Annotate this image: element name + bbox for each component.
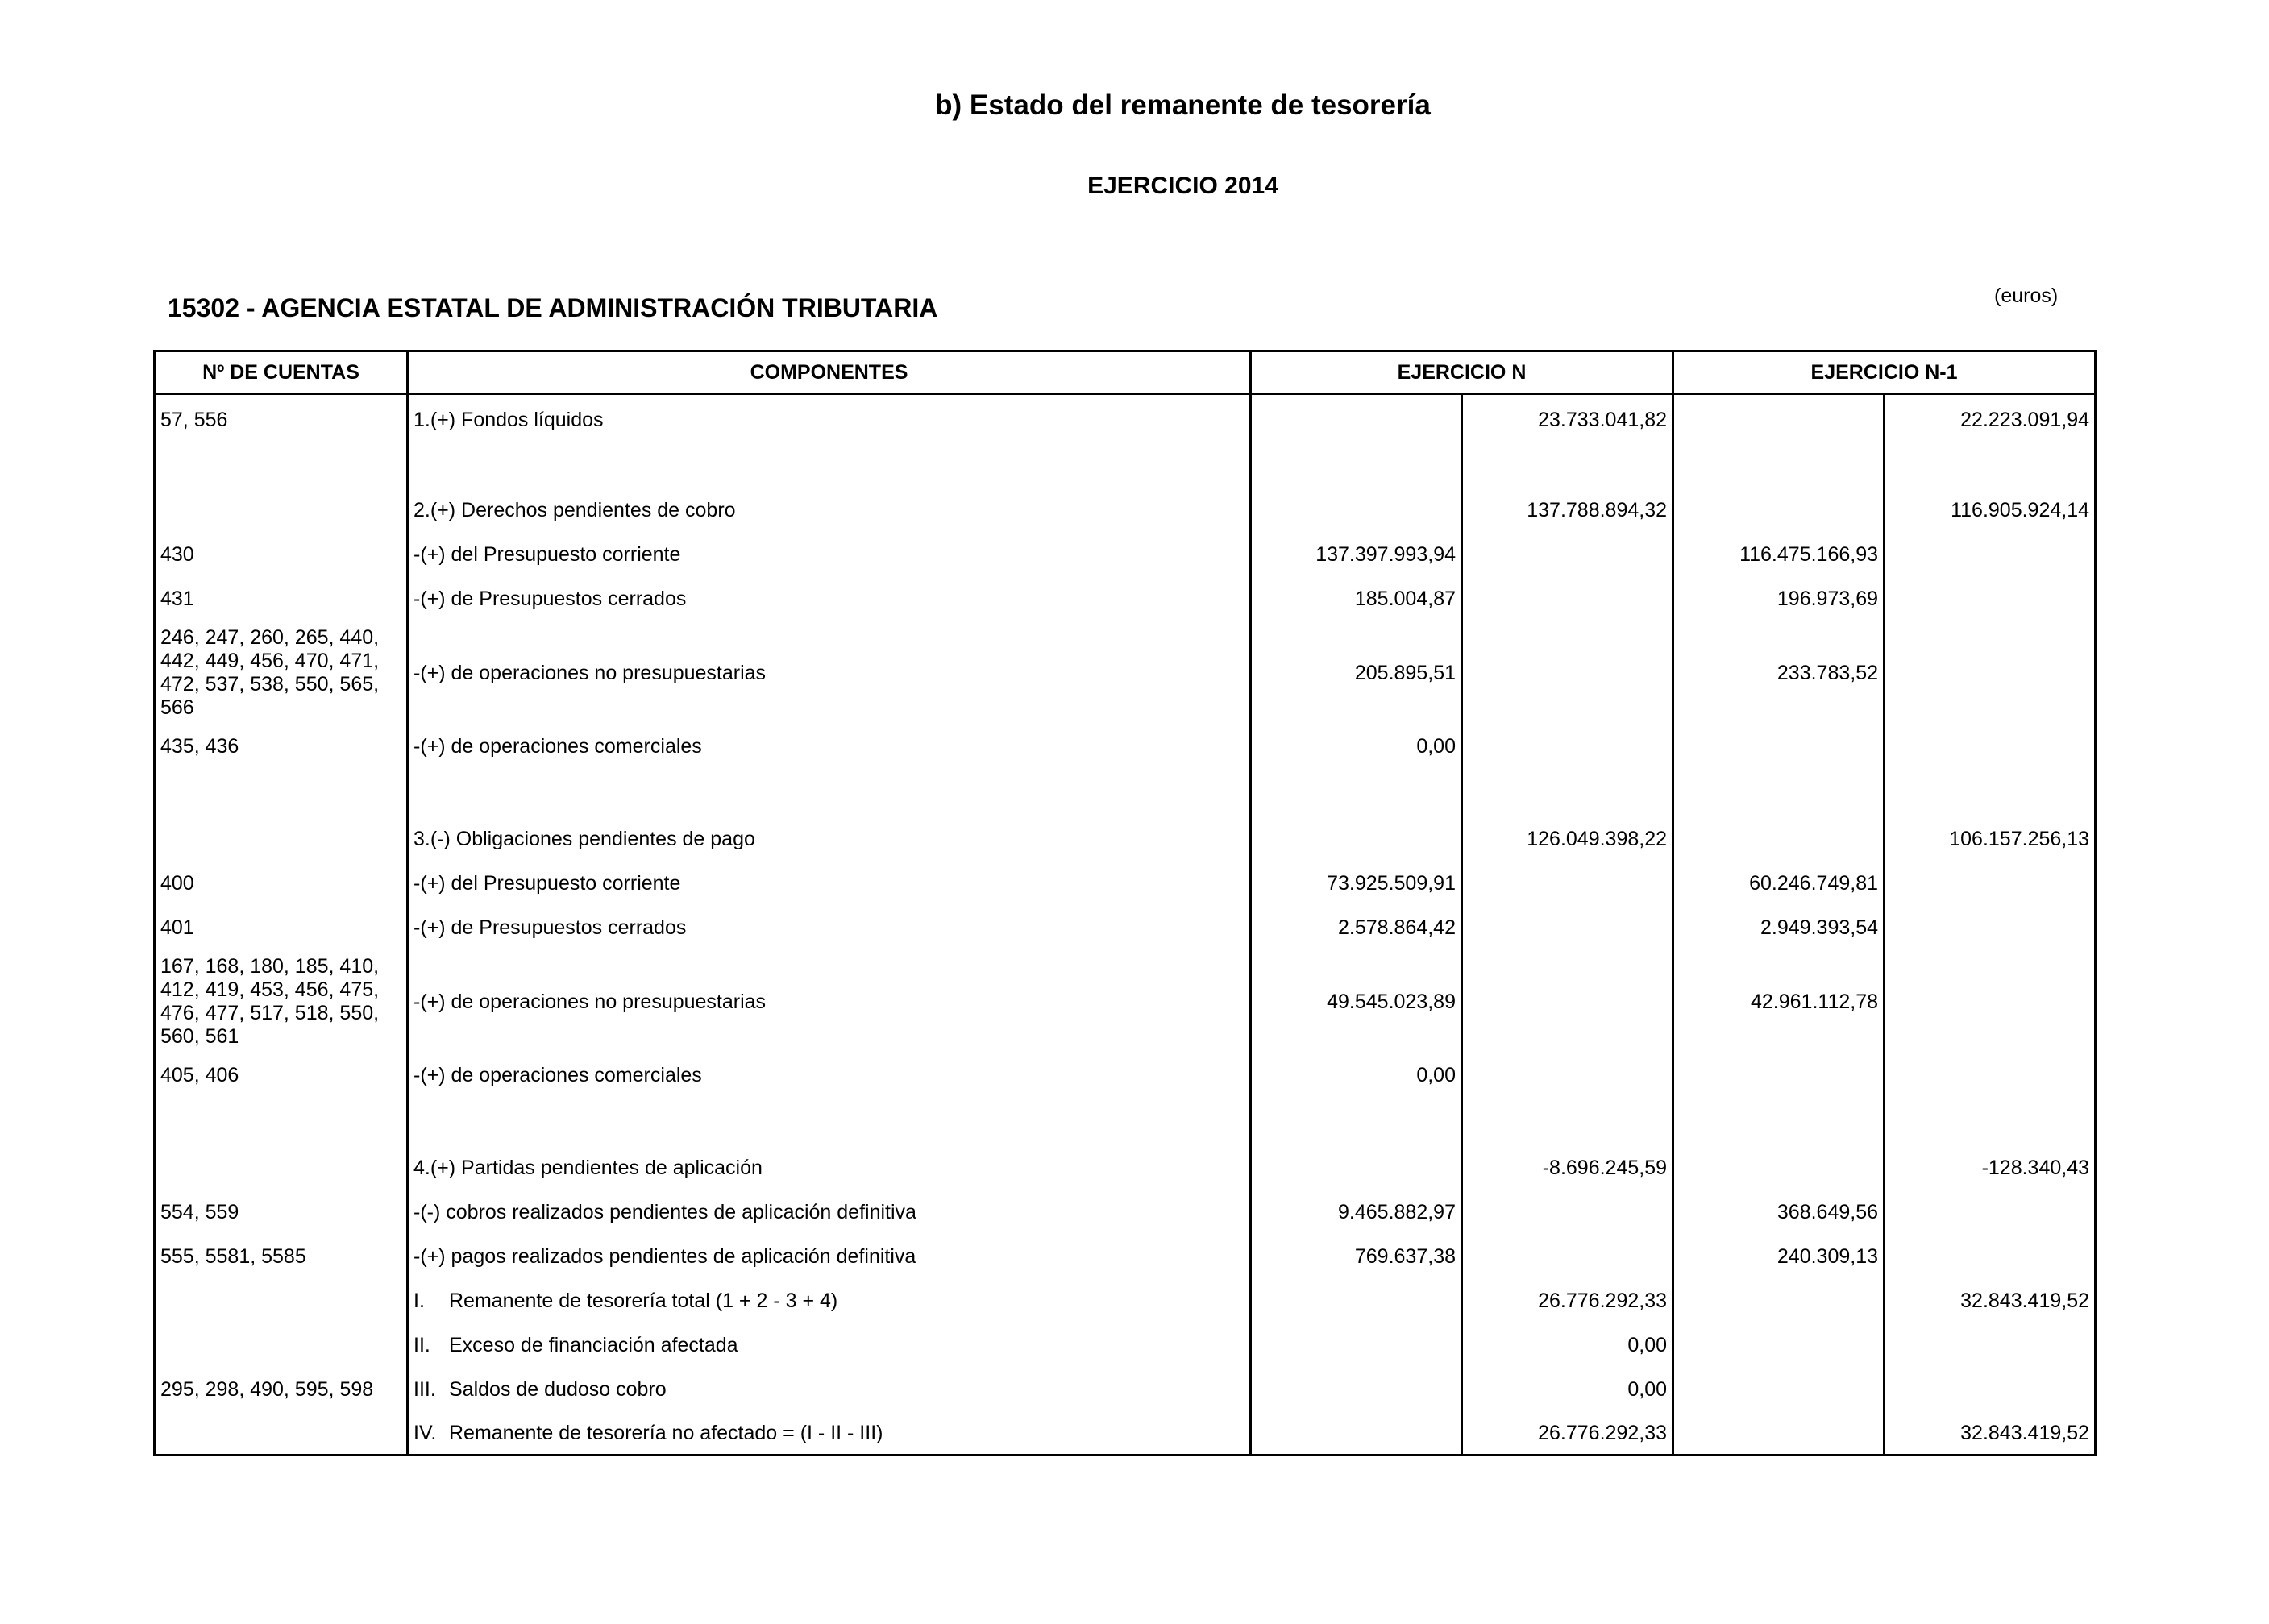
year-n1-total-cell [1885, 1323, 2096, 1368]
year-n1-total-cell [1885, 1190, 2096, 1235]
header-components: COMPONENTES [408, 351, 1251, 394]
year-n1-detail-cell: 2.949.393,54 [1673, 906, 1885, 950]
component-cell: 4.(+) Partidas pendientes de aplicación [408, 1146, 1251, 1190]
year-n-total-cell [1462, 1190, 1673, 1235]
year-n-total-cell [1462, 862, 1673, 906]
year-n-total-cell [1462, 906, 1673, 950]
year-n1-detail-cell: 196.973,69 [1673, 577, 1885, 621]
header-year-n1: EJERCICIO N-1 [1673, 351, 2096, 394]
year-n-total-cell [1462, 1235, 1673, 1279]
year-n1-total-cell [1885, 621, 2096, 725]
table-row [155, 488, 2096, 533]
year-n1-total-cell [1885, 1368, 2096, 1412]
spacer-row [155, 769, 2096, 817]
year-n-total-cell: -8.696.245,59 [1462, 1146, 1673, 1190]
year-n1-detail-cell [1673, 488, 1885, 533]
year-n1-total-cell [1885, 1235, 2096, 1279]
accounts-cell: 554, 559 [155, 1190, 408, 1235]
table-row [155, 621, 2096, 725]
year-n1-total-cell [1885, 1053, 2096, 1098]
year-n1-detail-cell [1673, 1053, 1885, 1098]
component-cell: -(+) de operaciones comerciales [408, 725, 1251, 769]
year-n1-total-cell: 32.843.419,52 [1885, 1412, 2096, 1456]
year-n1-detail-cell: 233.783,52 [1673, 621, 1885, 725]
year-n-total-cell: 0,00 [1462, 1323, 1673, 1368]
year-n1-detail-cell: 368.649,56 [1673, 1190, 1885, 1235]
component-cell [408, 1323, 1251, 1368]
table-row [155, 862, 2096, 906]
units-label: (euros) [1994, 285, 2059, 307]
accounts-cell [155, 1412, 408, 1456]
year-n1-detail-cell: 116.475.166,93 [1673, 533, 1885, 577]
year-n1-total-cell [1885, 577, 2096, 621]
table-row [155, 950, 2096, 1053]
year-n1-total-cell [1885, 862, 2096, 906]
component-cell: 2.(+) Derechos pendientes de cobro [408, 488, 1251, 533]
year-n1-detail-cell [1673, 1412, 1885, 1456]
accounts-cell [155, 1323, 408, 1368]
accounts-cell [155, 1146, 408, 1190]
entity-heading: 15302 - AGENCIA ESTATAL DE ADMINISTRACIÓN TRIBUTARIA [168, 293, 938, 322]
year-n-detail-cell: 0,00 [1251, 1053, 1462, 1098]
roman-numeral: IV. [413, 1421, 437, 1444]
accounts-cell: 401 [155, 906, 408, 950]
accounts-cell: 400 [155, 862, 408, 906]
component-cell: -(+) de operaciones no presupuestarias [408, 950, 1251, 1053]
table-row [155, 577, 2096, 621]
accounts-cell [155, 488, 408, 533]
year-n-detail-cell: 205.895,51 [1251, 621, 1462, 725]
component-cell: -(+) de operaciones comerciales [408, 1053, 1251, 1098]
table-row [155, 906, 2096, 950]
table-row [155, 1412, 2096, 1456]
year-n1-detail-cell [1673, 1323, 1885, 1368]
year-n-total-cell: 23.733.041,82 [1462, 394, 1673, 441]
component-cell: -(+) del Presupuesto corriente [408, 533, 1251, 577]
table-row [155, 394, 2096, 441]
year-n-total-cell: 126.049.398,22 [1462, 817, 1673, 862]
year-n-detail-cell [1251, 488, 1462, 533]
year-n1-detail-cell [1673, 817, 1885, 862]
year-n-detail-cell: 185.004,87 [1251, 577, 1462, 621]
year-n-detail-cell [1251, 1279, 1462, 1323]
table-body [155, 394, 2096, 1456]
roman-numeral: I. [413, 1290, 425, 1312]
year-n1-total-cell: 116.905.924,14 [1885, 488, 2096, 533]
year-n1-total-cell [1885, 725, 2096, 769]
year-n-detail-cell: 49.545.023,89 [1251, 950, 1462, 1053]
year-n-detail-cell [1251, 1146, 1462, 1190]
table-row [155, 1235, 2096, 1279]
table-row [155, 1146, 2096, 1190]
component-label: Exceso de financiación afectada [449, 1334, 738, 1356]
treasury-remainder-table [153, 350, 2097, 1456]
year-n-detail-cell [1251, 1323, 1462, 1368]
accounts-cell: 555, 5581, 5585 [155, 1235, 408, 1279]
year-n1-total-cell [1885, 906, 2096, 950]
spacer-row [155, 440, 2096, 488]
header-year-n: EJERCICIO N [1251, 351, 1673, 394]
component-cell: -(+) de Presupuestos cerrados [408, 577, 1251, 621]
component-cell [408, 1279, 1251, 1323]
accounts-cell: 405, 406 [155, 1053, 408, 1098]
component-cell [408, 1368, 1251, 1412]
year-n-detail-cell: 73.925.509,91 [1251, 862, 1462, 906]
table-row [155, 817, 2096, 862]
accounts-cell: 295, 298, 490, 595, 598 [155, 1368, 408, 1412]
year-n1-detail-cell: 60.246.749,81 [1673, 862, 1885, 906]
header-accounts: Nº DE CUENTAS [155, 351, 408, 394]
year-n1-detail-cell [1673, 394, 1885, 441]
component-cell: 3.(-) Obligaciones pendientes de pago [408, 817, 1251, 862]
fiscal-year-heading: EJERCICIO 2014 [1087, 172, 1278, 199]
year-n-detail-cell: 137.397.993,94 [1251, 533, 1462, 577]
year-n1-detail-cell: 240.309,13 [1673, 1235, 1885, 1279]
year-n-total-cell: 26.776.292,33 [1462, 1412, 1673, 1456]
year-n-detail-cell [1251, 1412, 1462, 1456]
year-n-total-cell: 137.788.894,32 [1462, 488, 1673, 533]
component-cell [408, 1412, 1251, 1456]
accounts-cell: 246, 247, 260, 265, 440, 442, 449, 456, 470, 471, 472, 537, 538, 550, 565, 566 [155, 621, 408, 725]
accounts-cell [155, 817, 408, 862]
year-n1-total-cell: 32.843.419,52 [1885, 1279, 2096, 1323]
table-row [155, 1323, 2096, 1368]
year-n1-detail-cell [1673, 725, 1885, 769]
year-n1-total-cell [1885, 950, 2096, 1053]
year-n-detail-cell: 9.465.882,97 [1251, 1190, 1462, 1235]
year-n-detail-cell: 0,00 [1251, 725, 1462, 769]
component-label: Remanente de tesorería total (1 + 2 - 3 + 4) [449, 1290, 838, 1312]
accounts-cell: 167, 168, 180, 185, 410, 412, 419, 453, 456, 475, 476, 477, 517, 518, 550, 560, 561 [155, 950, 408, 1053]
table-row [155, 725, 2096, 769]
table-row [155, 533, 2096, 577]
table-row [155, 1190, 2096, 1235]
year-n1-total-cell [1885, 533, 2096, 577]
accounts-cell: 431 [155, 577, 408, 621]
year-n-total-cell: 26.776.292,33 [1462, 1279, 1673, 1323]
year-n1-detail-cell [1673, 1279, 1885, 1323]
year-n-detail-cell [1251, 1368, 1462, 1412]
year-n-total-cell [1462, 533, 1673, 577]
component-label: Saldos de dudoso cobro [449, 1378, 667, 1401]
component-cell: -(+) pagos realizados pendientes de aplicación definitiva [408, 1235, 1251, 1279]
year-n-total-cell: 0,00 [1462, 1368, 1673, 1412]
page-title: b) Estado del remanente de tesorería [935, 89, 1431, 121]
table-row [155, 1279, 2096, 1323]
component-cell: 1.(+) Fondos líquidos [408, 394, 1251, 441]
year-n-detail-cell [1251, 817, 1462, 862]
accounts-cell [155, 1279, 408, 1323]
table-row [155, 1053, 2096, 1098]
year-n-total-cell [1462, 621, 1673, 725]
table-row [155, 1368, 2096, 1412]
year-n-total-cell [1462, 577, 1673, 621]
year-n-total-cell [1462, 1053, 1673, 1098]
year-n1-total-cell: 22.223.091,94 [1885, 394, 2096, 441]
roman-numeral: III. [413, 1378, 436, 1401]
component-cell: -(+) de Presupuestos cerrados [408, 906, 1251, 950]
spacer-row [155, 1098, 2096, 1146]
accounts-cell: 430 [155, 533, 408, 577]
year-n-total-cell [1462, 725, 1673, 769]
accounts-cell: 435, 436 [155, 725, 408, 769]
year-n-detail-cell: 2.578.864,42 [1251, 906, 1462, 950]
component-cell: -(-) cobros realizados pendientes de aplicación definitiva [408, 1190, 1251, 1235]
year-n1-total-cell: 106.157.256,13 [1885, 817, 2096, 862]
year-n1-detail-cell: 42.961.112,78 [1673, 950, 1885, 1053]
year-n-detail-cell: 769.637,38 [1251, 1235, 1462, 1279]
table-header-row [155, 351, 2096, 394]
year-n1-detail-cell [1673, 1146, 1885, 1190]
accounts-cell: 57, 556 [155, 394, 408, 441]
year-n-detail-cell [1251, 394, 1462, 441]
roman-numeral: II. [413, 1334, 430, 1356]
year-n-total-cell [1462, 950, 1673, 1053]
component-label: Remanente de tesorería no afectado = (I - II - III) [449, 1421, 883, 1444]
component-cell: -(+) de operaciones no presupuestarias [408, 621, 1251, 725]
component-cell: -(+) del Presupuesto corriente [408, 862, 1251, 906]
year-n1-total-cell: -128.340,43 [1885, 1146, 2096, 1190]
year-n1-detail-cell [1673, 1368, 1885, 1412]
